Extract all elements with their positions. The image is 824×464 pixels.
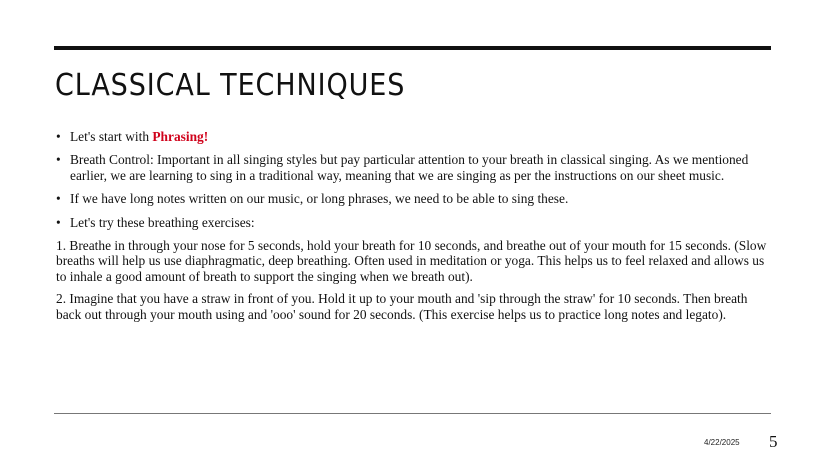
bullet-item-exercises-intro: • Let's try these breathing exercises:	[56, 215, 768, 230]
bullet-list	[56, 129, 768, 230]
page-number: 5	[769, 432, 778, 451]
slide-date: 4/22/2025	[704, 438, 740, 447]
bullet-item-long-notes: • If we have long notes written on our music, or long phrases, we need to be able to sing these.	[56, 191, 768, 206]
bullet-item-phrasing	[56, 129, 768, 144]
slide-body	[56, 129, 768, 329]
slide-title: CLASSICAL TECHNIQUES	[55, 68, 406, 103]
footer-rule	[54, 413, 771, 414]
title-top-rule	[54, 46, 771, 50]
bullet-item-breath-control: • Breath Control: Important in all singing styles but pay particular attention to your breath in classical singing. As we mentioned earlier, we are learning to sing in a traditional way, meaning that we are singing as per the instructions on our sheet music.	[56, 152, 768, 183]
exercise-1-text: 1. Breathe in through your nose for 5 seconds, hold your breath for 10 seconds, and breathe out of your mouth for 15 seconds. (Slow breaths will help us use diaphragmatic, deep breathing. Often used in meditation or yoga. This helps us to feel relaxed and allows us to inhale a good amount of breath to support the singing when we breath out).	[56, 238, 767, 284]
exercise-2-text: 2. Imagine that you have a straw in front of you. Hold it up to your mouth and 'sip through the straw' for 10 seconds. Then breath back out through your mouth using and 'ooo' sound for 20 seconds. (This exercise helps us to practice long notes and legato).	[56, 291, 748, 322]
phrasing-highlight: Phrasing!	[152, 129, 209, 144]
bullet-text: Let's start with	[70, 129, 153, 144]
